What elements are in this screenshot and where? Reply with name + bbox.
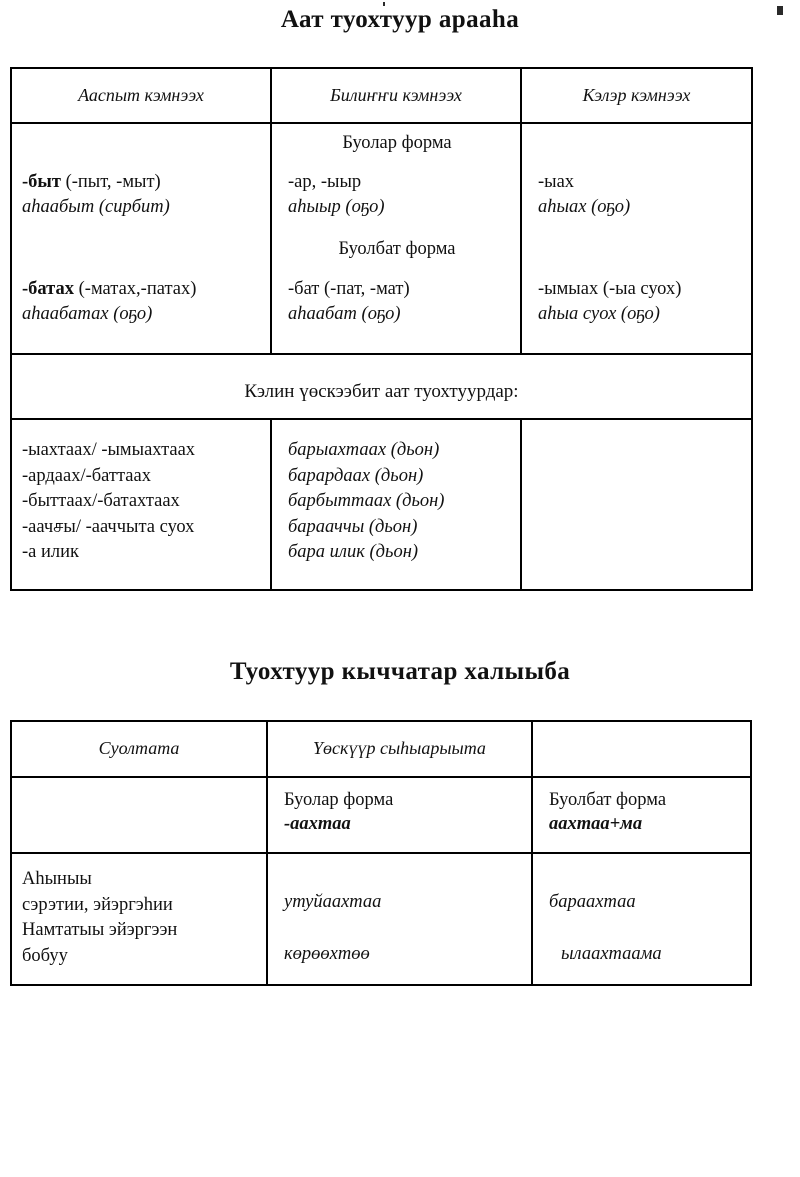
column-header-affix: Үөскүүр сыһыарыыта	[266, 722, 531, 776]
present-negative-affix: -бат (-пат, -мат)	[288, 279, 410, 299]
table-row-band	[12, 353, 751, 418]
cell-positive-examples	[266, 854, 531, 984]
present-positive-label: Буолар форма	[342, 133, 452, 153]
table-row-header	[12, 722, 750, 776]
column-header-future: Кэлэр кэмнээх	[520, 69, 751, 122]
past-example: аһаабыт (сирбит)	[22, 197, 170, 217]
cell-meanings	[12, 854, 266, 984]
list-item: барыахтаах (дьон)	[288, 440, 440, 460]
table-row-header	[12, 69, 751, 122]
column-header-present: Билиҥҥи кэмнээх	[270, 69, 520, 122]
negative-form-affix: аахтаа+ма	[549, 814, 643, 834]
table-row-forms	[12, 122, 751, 353]
cell-derived-empty	[520, 420, 751, 589]
page-title-table1: Аат туохтуур арааһа	[280, 6, 520, 33]
page-title-table2: Туохтуур кыччатар халыыба	[229, 658, 571, 685]
future-negative-affix: -ымыах (-ыа суох)	[538, 279, 682, 299]
list-item: Аһыныы	[22, 869, 92, 889]
column-header-past: Ааспыт кэмнээх	[78, 85, 204, 105]
present-negative-example: аһаабат (оҕо)	[288, 304, 401, 324]
list-item: бобуу	[22, 945, 68, 966]
derived-affix-list	[22, 438, 195, 566]
list-item: барардаах (дьон)	[288, 465, 424, 486]
positive-example: утуйаахтаа	[284, 892, 382, 912]
derived-example-list	[288, 438, 444, 566]
list-item: Намтатыы эйэргээн	[22, 920, 178, 940]
negative-example: ылаахтаама	[561, 944, 662, 964]
verb-diminutive-table	[10, 720, 752, 986]
past-negative-example: аһаабатах (оҕо)	[22, 304, 153, 324]
positive-example: көрөөхтөө	[284, 944, 370, 964]
cell-negative-form	[531, 778, 750, 852]
column-header-meaning: Суолтата	[98, 738, 180, 758]
present-example: аһыыр (оҕо)	[288, 197, 385, 217]
cell-past-forms	[12, 124, 270, 353]
positive-form-affix: -аахтаа	[284, 814, 351, 834]
cell-future-forms	[520, 124, 751, 353]
past-negative-affix-line: -батах (-матах,-патах)	[22, 279, 197, 299]
cell-forms-blank	[12, 778, 266, 852]
cell-negative-examples	[531, 854, 750, 984]
table-row-body	[12, 852, 750, 984]
list-item: -быттаах/-батахтаах	[22, 491, 180, 511]
past-affix-line: -быт (-пыт, -мыт)	[22, 172, 161, 192]
list-item: барбыттаах (дьон)	[288, 491, 445, 511]
future-affix: -ыах	[538, 172, 575, 192]
future-negative-example: аһыа суох (оҕо)	[538, 304, 660, 324]
cell-derived-affixes	[12, 420, 270, 589]
derived-participles-label: Кэлин үөскээбит аат туохтуурдар:	[244, 381, 519, 402]
negative-form-label: Буолбат форма	[549, 790, 667, 810]
list-item: -ардаах/-баттаах	[22, 465, 151, 486]
list-item: -ыахтаах/ -ымыахтаах	[22, 440, 196, 460]
table-row-forms	[12, 776, 750, 852]
list-item: сэрэтии, эйэргэһии	[22, 894, 173, 915]
present-affix: -ар, -ыыр	[288, 172, 362, 192]
future-example: аһыах (оҕо)	[538, 197, 631, 217]
verb-participle-table	[10, 67, 753, 591]
table-row-derived-list	[12, 418, 751, 589]
list-item: барааччы (дьон)	[288, 516, 418, 537]
cell-present-forms	[270, 124, 520, 353]
present-negative-label: Буолбат форма	[338, 239, 456, 259]
positive-form-label: Буолар форма	[284, 790, 394, 810]
list-item: бара илик (дьон)	[288, 542, 419, 562]
cell-derived-examples	[270, 420, 520, 589]
cell-derived-participles-label	[12, 355, 751, 418]
cell-positive-form	[266, 778, 531, 852]
list-item: -аачசы/ -ааччыта суох	[22, 516, 195, 537]
negative-example: бараахтаа	[549, 892, 636, 912]
meaning-list	[22, 867, 177, 969]
list-item: -а илик	[22, 542, 80, 562]
column-header-blank	[531, 722, 750, 776]
